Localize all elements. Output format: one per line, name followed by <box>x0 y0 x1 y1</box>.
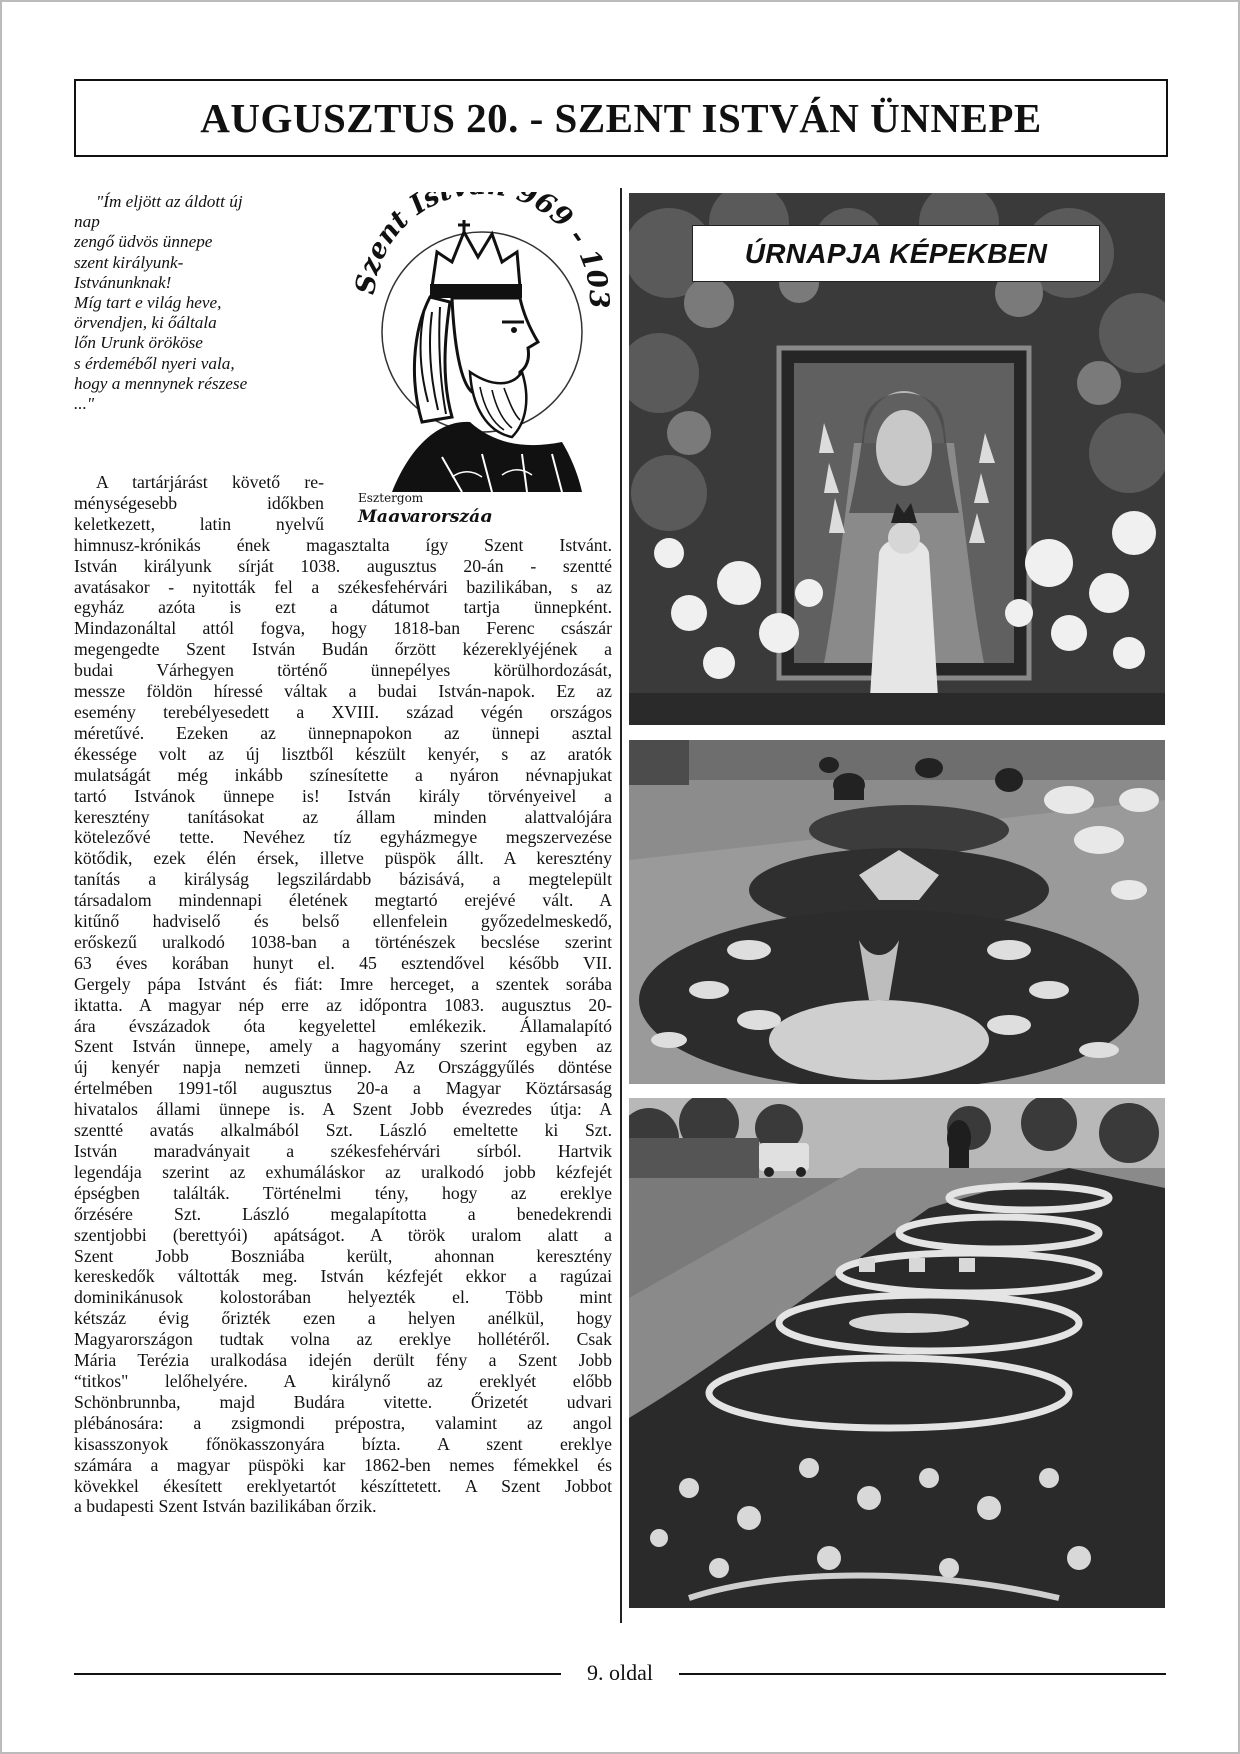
title-box <box>74 79 1168 157</box>
poem-line: hogy a mennynek részese <box>74 373 248 393</box>
flower-carpet-photo <box>629 740 1165 1084</box>
article-line: iktatta. A magyar nép erre az időpontra 1083. augusztus 20- <box>74 994 612 1015</box>
article-line: számára a magyar püspöki kar 1862-ben nemes fémekkel és <box>74 1454 612 1475</box>
article-line: kötelezővé tette. Nevéhez tíz egyházmegye megszervezése <box>74 827 612 848</box>
article-line: kövekkel ékesített ereklyetartót készíttetett. A Szent Jobbot <box>74 1475 612 1496</box>
article-line: István királyunk sírját 1038. augusztus 20-án - szentté <box>74 555 612 576</box>
hymn-quote <box>74 192 324 414</box>
article-line: avatásakor - nyitották fel a székesfehérvári bazilikában, s az <box>74 576 612 597</box>
article-line: dominikánusok kolostorában helyezték el. Több mint <box>74 1287 612 1308</box>
poem-line: s érdeméből nyeri vala, <box>74 353 235 373</box>
article-line: Mária Terézia uralkodása idején derült fény a Szent Jobb <box>74 1350 612 1371</box>
article-line: kisasszonyok főnökasszonyára bízta. A szent ereklye <box>74 1433 612 1454</box>
poem-line: "Ím eljött az áldott új <box>96 192 243 211</box>
emblem-arc-text: Szent Is 969 - 103 <box>352 192 612 310</box>
street-carpet-photo <box>629 1098 1165 1608</box>
article-line: értelmében 1991-től augusztus 20-a a Magyar Köztársaság <box>74 1078 612 1099</box>
footer-rule-right <box>679 1673 1166 1675</box>
article-line: szentjobbi (berettyói) apátságot. A török uralom alatt a <box>74 1224 612 1245</box>
article-line: erőskezű uralkodó 1038-ban a történészek becslése szerint <box>74 931 612 952</box>
article-line: ára évszázadok óta kegyelettel emlékezik. Államalapító <box>74 1015 612 1036</box>
emblem-place-large: Magyarország <box>358 507 492 522</box>
poem-line: nap <box>74 212 100 232</box>
poem-line: zengő üdvös ünnepe <box>74 232 213 252</box>
poem-line: ..." <box>74 394 95 414</box>
article-line: “titkos" lelőhelyére. A királynő az ereklyét előbb <box>74 1370 612 1391</box>
column-divider <box>620 188 622 1623</box>
poem-line: örvendjen, ki őáltala <box>74 313 217 333</box>
article-line: Szent Jobb Boszniába került, ahonnan keresztény <box>74 1245 612 1266</box>
page-title: AUGUSZTUS 20. - SZENT ISTVÁN ÜNNEPE <box>200 95 1042 141</box>
article-line: István maradványait a székesfehérvári sírból. Hartvik <box>74 1141 612 1161</box>
article-line: messze földön híressé váltak a budai István-napok. Ez az <box>74 681 612 702</box>
article-line: Szent István ünnepe, amely a hagyomány szerint egyben az <box>74 1036 612 1057</box>
article-line: Mindazonáltal attól fogva, hogy 1818-ban Ferenc császár <box>74 618 612 639</box>
poem-line: Míg tart e világ heve, <box>74 293 222 313</box>
article-line: szentté avatás alkalmából Szt. László emeltette ki Szt. <box>74 1120 612 1141</box>
street-carpet-photo-image <box>629 1098 1165 1608</box>
article-line: kétszáz évig őrizték ezen a helyen anélkül, hogy <box>74 1308 612 1329</box>
article-line: Schönbrunnba, majd Budára vitette. Őrizetét udvari <box>74 1391 612 1412</box>
article-line: mulatságát még inkább színesítette a nyáron névnapjukat <box>74 764 612 785</box>
poem-line: szent királyunk- <box>74 252 184 272</box>
poem-line: lőn Urunk örököse <box>74 333 203 353</box>
article-line: A tartárjárást követő re- <box>96 472 324 492</box>
emblem-place-small: Esztergom <box>358 491 424 505</box>
article-line: ékessége volt az új lisztből készült kenyér, s az aratók <box>74 743 612 764</box>
article-line: himnusz-krónikás ének magasztalta így Szent Istvánt. <box>74 534 612 555</box>
article-line: Magyarországon tudtak volna az ereklye hollétéről. Csak <box>74 1329 612 1350</box>
photo-caption-box <box>692 225 1100 282</box>
article-line: keletkezett, latin nyelvű <box>74 513 324 534</box>
article-line: kötődik, ezek élén érsek, illetve püspök állt. A keresztény <box>74 848 612 869</box>
article-line: 63 éves korában hunyt el. 45 esztendővel később VII. <box>74 952 612 973</box>
article-line: épségben találták. Történelmi tény, hogy az ereklye <box>74 1182 612 1203</box>
article-line: kereskedők váltották meg. István kézfejét ekkor a ragúzai <box>74 1266 612 1287</box>
flower-carpet-photo-image <box>629 740 1165 1084</box>
article-line: tartó Istvánok ünnepe is! István király törvényeivel a <box>74 785 612 806</box>
article-line: új kenyér napja nemzeti ünnep. Az Országgyűlés döntése <box>74 1057 612 1078</box>
photo-caption: ÚRNAPJA KÉPEKBEN <box>744 237 1048 269</box>
footer-rule-left <box>74 1673 561 1675</box>
article-line: tanítás a királyság legszilárdabb bázisává, a megtelepült <box>74 869 612 890</box>
article-line: megengedte Szent István Budán őrzött kézereklyéjének a <box>74 639 612 660</box>
article-line: őrzésére Szt. László megalapította a benedekrendi <box>74 1203 612 1224</box>
article-line: társadalom mindennapi életének megtartó erejévé vált. A <box>74 890 612 911</box>
article-line: kitűnő hadviselő és belső ellenfelein győzedelmeskedő, <box>74 911 612 932</box>
article-line: ménységesebb időkben <box>74 492 324 513</box>
article-line: budai Várhegyen történő ünnepélyes körülhordozását, <box>74 660 612 681</box>
article-line: a budapesti Szent István bazilikában őrzik. <box>74 1496 377 1517</box>
article-line: hivatalos állami ünnepe is. A Szent Jobb évezredes útja: A <box>74 1099 612 1120</box>
article-body <box>74 472 612 1517</box>
article-line: egyház azóta is ezt a dátumot tartja ünnepként. <box>74 597 612 618</box>
article-line: plébánosára: a zsigmondi prépostra, valamint az angol <box>74 1412 612 1433</box>
article-line: legendája szerint az exhumáláskor az uralkodó jobb kézfejét <box>74 1161 612 1182</box>
page-number: 9. oldal <box>587 1660 653 1685</box>
article-line: Gergely pápa Istvánt és fiát: Imre herceget, a szentek sorába <box>74 973 612 994</box>
poem-line: Istvánunknak! <box>74 272 172 292</box>
article-line: méretűvé. Ezeken az ünnepnapokon az ünnepi asztal <box>74 722 612 743</box>
article-line: keresztény tanításokat az állam minden alattvalójára <box>74 806 612 827</box>
article-line: esemény terebélyesedett a XVIII. század végén országos <box>74 701 612 722</box>
